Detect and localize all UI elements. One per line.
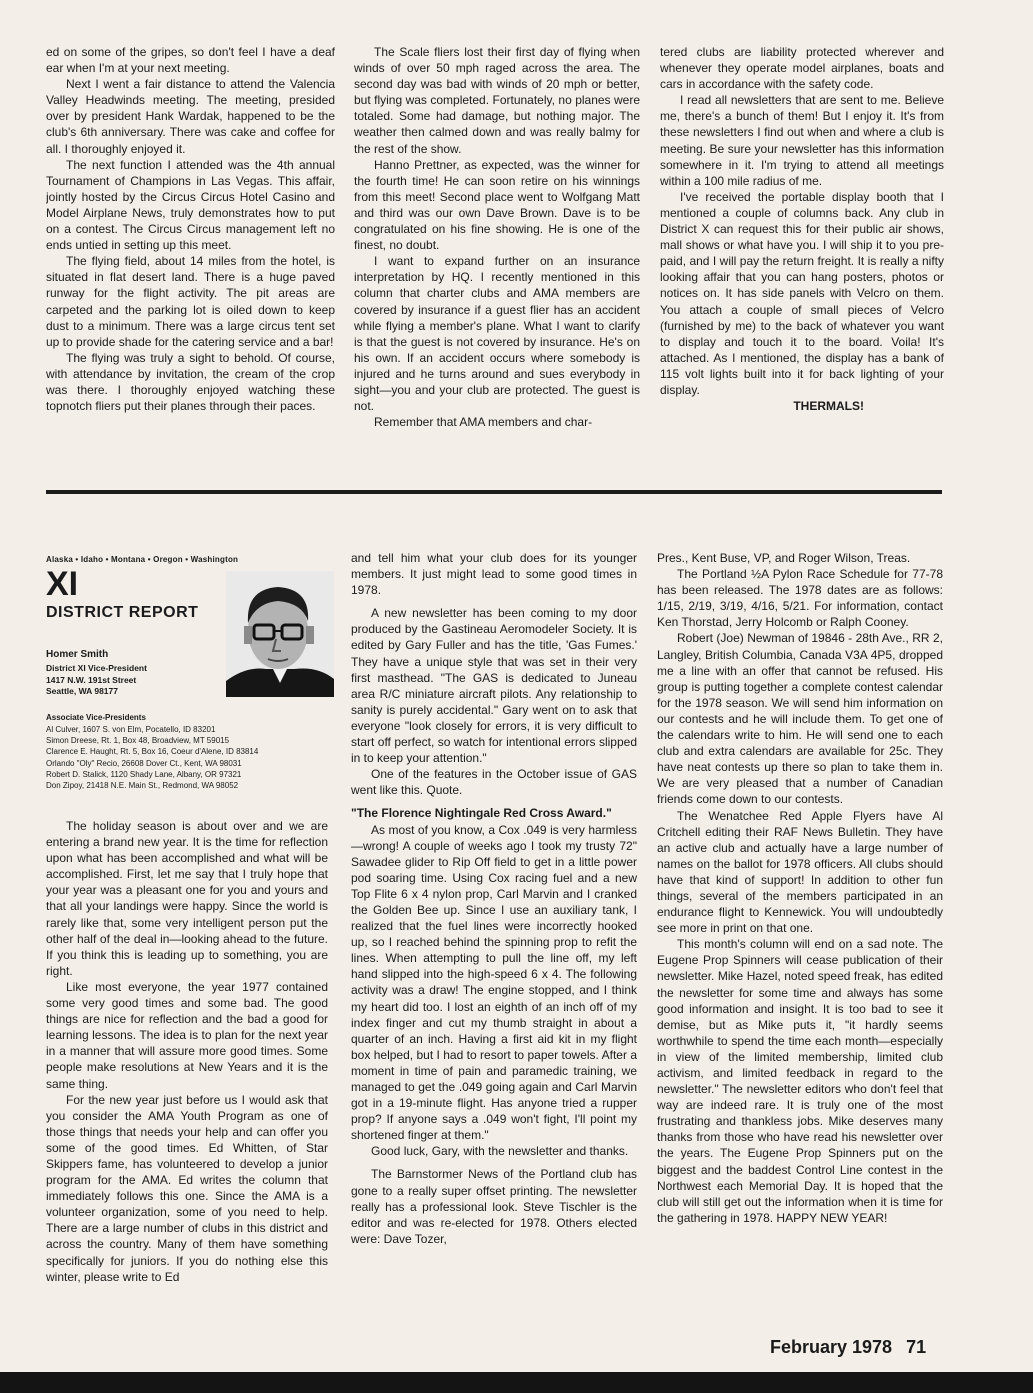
paragraph: The Wenatchee Red Apple Flyers have Al Critchell editing their RAF News Bulletin. They have an active club and actually have a large number of names on the ballot for 1978 officers. All clubs should have that kind of support! In addition to other fun things, several of the members participated in an endurance flight to Kennewick. You will undoubtedly see more in print on that one. [657, 808, 943, 936]
bottom-column-3 [657, 550, 943, 1330]
paragraph: Pres., Kent Buse, VP, and Roger Wilson, Treas. [657, 551, 911, 565]
vice-president-name: Homer Smith [46, 649, 109, 660]
paragraph: I read all newsletters that are sent to me. Believe me, there's a bunch of them! But I enjoy it. It's from these newsletters I find out when and where a club is meeting. Be sure your newsletter has this information somewhere in it. I'm trying to attend all meetings within a 100 mile radius of me. [660, 93, 944, 188]
paragraph: Hanno Prettner, as expected, was the winner for the fourth time! He can soon retire on his winnings from this meet! Second place went to Wolfgang Matt and third was our own Dave Brown. Dave is to be congratulated on his fine showing. He is one of the finest, no doubt. [354, 157, 640, 253]
paragraph: The flying was truly a sight to behold. Of course, with attendance by invitation, the cream of the crop was there. I thoroughly enjoyed watching these topnotch fliers put their planes through their paces. [46, 350, 335, 414]
associate-vp-line: Simon Dreese, Rt. 1, Box 48, Broadview, MT 59015 [46, 736, 230, 746]
paragraph: Robert (Joe) Newman of 19846 - 28th Ave., RR 2, Langley, British Columbia, Canada V3A 4P5, dropped me a line with an offer that cannot be refused. His group is putting together a complete contest calendar for the 1978 season. We will send him information on our contests and he will include them. To get one of the calendars write to him. He will send one to each club and extra calendars are available for 25c. They have neat contests up there so plan to take them in. We are very pleased that a number of Canadian friends come down to our contests. [657, 631, 943, 807]
top-column-2 [354, 44, 640, 474]
paragraph: ed on some of the gripes, so don't feel I have a deaf ear when I'm at your next meeting. [46, 45, 335, 76]
associate-vp-heading: Associate Vice-Presidents [46, 713, 146, 722]
associate-vp-line: Don Zipoy, 21418 N.E. Main St., Redmond, WA 98052 [46, 781, 239, 791]
paragraph: The Portland ½A Pylon Race Schedule for 77-78 has been released. The 1978 dates are as follows: 1/15, 2/19, 3/19, 4/16, 5/21. For information, contact Ken Thorstad, Jerry Holcomb or Ralph Cooney. [657, 567, 943, 630]
paragraph: and tell him what your club does for its younger members. It just might lead to some good times in 1978. [351, 551, 637, 598]
paragraph: The Barnstormer News of the Portland club has gone to a really super offset printing. The newsletter really has a professional look. Steve Tischler is the editor and was re-elected for 1978. Others elected were: Dave Tozer, [351, 1167, 637, 1246]
page-number: 71 [906, 1337, 927, 1357]
top-column-3 [660, 44, 944, 474]
address-line: 1417 N.W. 191st Street [46, 674, 137, 685]
award-title: "The Florence Nightingale Red Cross Award." [351, 806, 612, 821]
district-title: DISTRICT REPORT [46, 604, 199, 621]
address-line: District XI Vice-President [46, 663, 147, 673]
paragraph: The holiday season is about over and we are entering a brand new year. It is the time for reflection upon what has been accomplished and what will be accomplished. First, let me say that I truly hope that your year was a pleasant one for you and yours and that all your landings were happy. Since the world is rarely like that, some very intelligent person put the other half of the deal in—looking ahead to the future. If you think this is leading up to something, you are right. [46, 819, 328, 978]
bottom-column-1 [46, 818, 328, 1330]
vice-president-photo [226, 571, 334, 697]
top-column-1 [46, 44, 335, 474]
paragraph: Remember that AMA members and char- [374, 415, 593, 430]
district-number: XI [46, 565, 79, 603]
paragraph: The flying field, about 14 miles from the hotel, is situated in flat desert land. There is a huge paved runway for the flight activity. The pit areas are carpeted and the parking lot is oiled down to keep dust to a minimum. There was a large circus tent set up to provide shade for the catering service and a bar! [46, 254, 335, 349]
paragraph: As most of you know, a Cox .049 is very harmless—wrong! A couple of weeks ago I took my trusty 72" Sawadee glider to Rip Off field to get in a little power pod soaring time. Using Cox racing fuel and a new Top Flite 6 x 4 nylon prop, Carl Marvin and I cranked the Golden Bee up. Since I use an auxiliary tank, I realized that the fuel lines were incorrectly hooked up, so I reached behind the spinning prop to refit the lines. When attempting to pull the line off, my left hand slipped into the high-speed 6 x 4. The following activity was a draw! The engine stopped, and I think my heart did too. I lost an eighth of an inch off of my index finger and cut my thumb straight in about a quarter of an inch. Having a first aid kit in my flight box helped, but I had to resort to paper towels. After a moment in time of pain and paramedic training, we managed to get the .049 going again and Carl Marvin got in a 19-minute flight. Has anyone tried a rupper prop? If anyone says a .049 won't fight, I'll point my shortened finger at them." [351, 822, 637, 1143]
associate-vp-list [46, 724, 258, 791]
paragraph: The Scale fliers lost their first day of flying when winds of over 50 mph raged across the area. The second day was bad with winds of 20 mph or better, but flying was completed. Fortunately, no planes were totaled. Some had damage, but nothing major. The weather then calmed down and was really balmy for the rest of the show. [354, 45, 640, 156]
associate-vp-line: Robert D. Stalick, 1120 Shady Lane, Albany, OR 97321 [46, 769, 242, 779]
page-footer [770, 1337, 926, 1358]
address-line: Seattle, WA 98177 [46, 686, 118, 697]
vice-president-address [46, 663, 147, 698]
bottom-column-2 [351, 550, 637, 1330]
paragraph: Next I went a fair distance to attend the Valencia Valley Headwinds meeting. The meeting, presided over by president Hank Wardak, happened to be the club's 6th anniversary. There was cake and coffee for all. I thoroughly enjoyed it. [46, 77, 335, 156]
paragraph: tered clubs are liability protected wherever and whenever they operate model airplanes, boats and cars in accordance with the safety code. [660, 45, 944, 92]
associate-vp-line: Al Culver, 1607 S. von Elm, Pocatello, ID 83201 [46, 725, 216, 734]
states-line: Alaska • Idaho • Montana • Oregon • Washington [46, 555, 239, 564]
paragraph: I've received the portable display booth that I mentioned a couple of columns back. Any club in District X can request this for their public air shows, mall shows or what have you. I will ship it to you pre-paid, and I will pay the return freight. It is really a nifty looking affair that you can hang posters, photos or notices on. It has side panels with Velcro on them. You attach a couple of small pieces of Velcro (furnished by me) to the back of whatever you want to display and touch it to the board. Voila! It's attached. As I mentioned, the display has a bank of 115 volt lights built into it for back lighting of your display. [660, 189, 944, 397]
paragraph: The next function I attended was the 4th annual Tournament of Champions in Las Vegas. This affair, jointly hosted by the Circus Circus Hotel Casino and Model Airplane News, truly demonstrates how to put on a contest. The Circus Circus management left no ends untied in setting up this meet. [46, 157, 335, 253]
paragraph: This month's column will end on a sad note. The Eugene Prop Spinners will cease publication of their newsletter. Mike Hazel, noted speed freak, has edited the newsletter for some time and always has some good information and insight. It is too bad to see it demise, but as Mike puts it, "it hardly seems worthwhile to spend the time each month—especially in view of the limited membership, limited club activism, and limited feedback in regard to the newsletter." The newsletter editors who don't feel that way are indeed rare. It is truly one of the most frustrating and thankless jobs. Mike deserves many thanks from those who have read his newsletter over the years. The Eugene Prop Spinners put on the biggest and the baddest Control Line contest in the Northwest each Memorial Day. It is hoped that the club will still get out the information when it is time for the gathering in 1978. HAPPY NEW YEAR! [657, 937, 943, 1225]
section-divider [46, 490, 942, 494]
paragraph: A new newsletter has been coming to my door produced by the Gastineau Aeromodeler Society. It is edited by Gary Fuller and has the title, 'Gas Fumes.' They have a unique style that was set in their very first masthead. "The GAS is dedicated to Juneau area R/C miniature aircraft pilots. Any relationship to sanity is purely accidental." Gary went on to ask that everyone "look closely for errors, it is very difficult to start off perfect, so watch for intentional errors slipped in to keep your attention." [351, 606, 637, 766]
sign-off: THERMALS! [793, 399, 864, 414]
associate-vp-line: Orlando "Oly" Recio, 26608 Dover Ct., Kent, WA 98031 [46, 758, 242, 768]
paragraph: Like most everyone, the year 1977 contained some very good times and some bad. The good things are nice for reflection and the bad a good for learning lessons. The idea is to plan for the next year in a manner that will assure more good times. Some people make resolutions at New Years and it is the same thing. [46, 979, 328, 1091]
issue-date: February 1978 [770, 1337, 893, 1357]
associate-vp-line: Clarence E. Haught, Rt. 5, Box 16, Coeur d'Alene, ID 83814 [46, 747, 259, 757]
paragraph: One of the features in the October issue of GAS went like this. Quote. [351, 767, 637, 798]
paragraph: I want to expand further on an insurance interpretation by HQ. I recently mentioned in this column that charter clubs and AMA members are covered by insurance if a guest flier has an accident while flying a member's plane. What I want to clarify is that the guest is not covered by insurance. He's on his own. If an accident occurs where somebody is injured and he turns around and sues everybody in sight—you and your club are protected. The guest is not. [354, 254, 640, 414]
paragraph: Good luck, Gary, with the newsletter and thanks. [371, 1144, 629, 1159]
paragraph: For the new year just before us I would ask that you consider the AMA Youth Program as one of those things that needs your help and can offer you some of the good times. Ed Whitten, of Star Skippers fame, has volunteered to develop a junior program for the AMA. Ed writes the column that immediately follows this one. Since the AMA is a volunteer organization, some of you need to help. There are a large number of clubs in this district and across the country. Many of them have something specifically for juniors. If you do nothing else this winter, please write to Ed [46, 1092, 328, 1284]
